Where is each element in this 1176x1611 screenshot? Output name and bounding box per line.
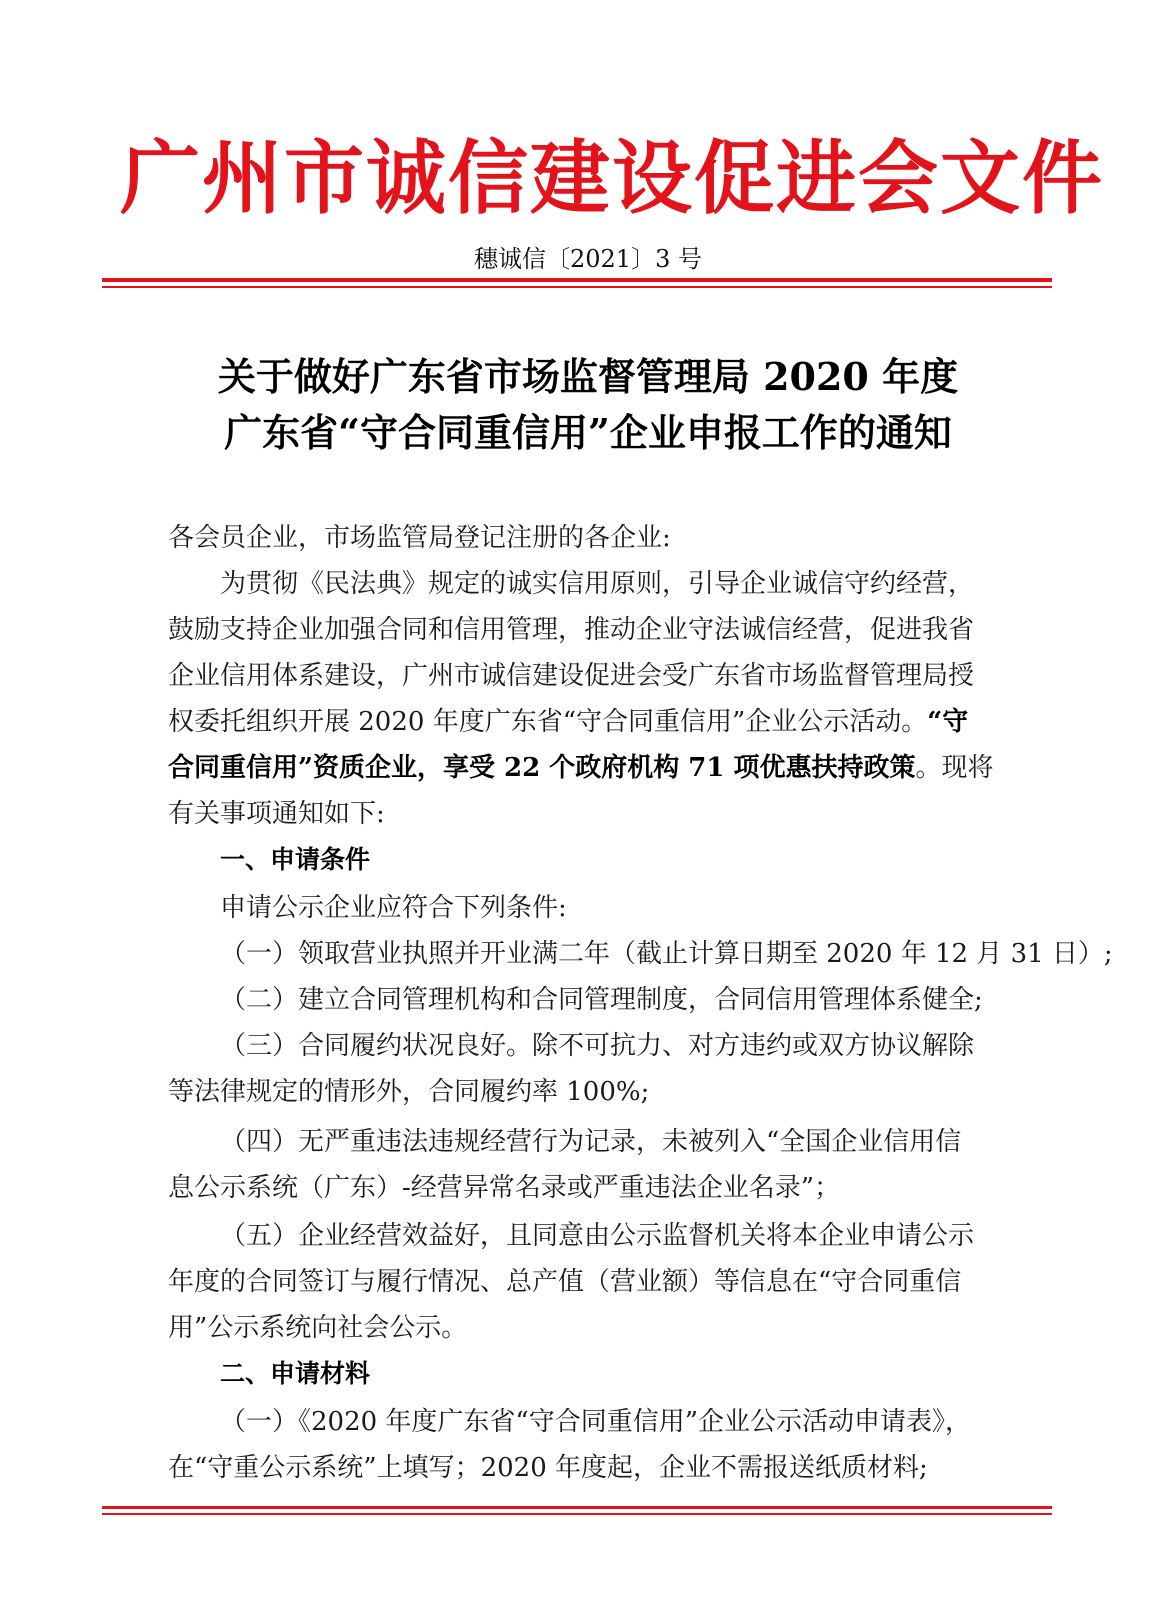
material-item: （一）《2020 年度广东省“守合同重信用”企业公示活动申请表》， bbox=[220, 1407, 972, 1437]
paragraph-line: 企业信用体系建设，广州市诚信建设促进会受广东省市场监督管理局授 bbox=[168, 661, 975, 691]
paragraph-line bbox=[168, 704, 1028, 740]
condition-item-cont: 息公示系统（广东）-经营异常名录或严重违法企业名录”； bbox=[168, 1173, 841, 1203]
material-item-cont: 在“守重公示系统”上填写；2020 年度起，企业不需报送纸质材料; bbox=[168, 1453, 928, 1483]
condition-item: （三）合同履约状况良好。除不可抗力、对方违约或双方协议解除 bbox=[220, 1031, 975, 1061]
header-divider bbox=[102, 278, 1052, 282]
footer-divider bbox=[102, 1506, 1052, 1509]
paragraph-line: 申请公示企业应符合下列条件: bbox=[220, 893, 567, 923]
paragraph-line bbox=[168, 750, 1028, 786]
paragraph-text: 。现将 bbox=[915, 753, 994, 783]
header-divider-thin bbox=[102, 286, 1052, 288]
section-heading-conditions: 一、申请条件 bbox=[220, 845, 371, 874]
section-heading-materials: 二、申请材料 bbox=[220, 1359, 371, 1388]
paragraph-line: 有关事项通知如下: bbox=[168, 799, 385, 829]
condition-item-cont: 等法律规定的情形外，合同履约率 100%; bbox=[168, 1077, 650, 1107]
issuer-title: 广州市诚信建设促进会文件 bbox=[120, 131, 1104, 225]
paragraph-text: 权委托组织开展 2020 年度广东省“守合同重信用”企业公示活动。 bbox=[168, 707, 928, 737]
paragraph-line: 为贯彻《民法典》规定的诚实信用原则，引导企业诚信守约经营， bbox=[220, 569, 975, 599]
condition-item-cont: 年度的合同签订与履行情况、总产值（营业额）等信息在“守合同重信 bbox=[168, 1267, 962, 1297]
document-number: 穗诚信〔2021〕3 号 bbox=[474, 245, 702, 273]
condition-item-cont: 用”公示系统向社会公示。 bbox=[168, 1313, 468, 1343]
footer-divider-thin bbox=[102, 1513, 1052, 1515]
notice-title-line1: 关于做好广东省市场监督管理局 2020 年度 bbox=[217, 354, 959, 399]
paragraph-line: 鼓励支持企业加强合同和信用管理，推动企业守法诚信经营，促进我省 bbox=[168, 615, 975, 645]
notice-title-line2: 广东省“守合同重信用”企业申报工作的通知 bbox=[224, 410, 952, 455]
condition-item: （四）无严重违法违规经营行为记录，未被列入“全国企业信用信 bbox=[220, 1127, 962, 1157]
bold-text: “守 bbox=[927, 707, 969, 737]
condition-item: （五）企业经营效益好，且同意由公示监督机关将本企业申请公示 bbox=[220, 1221, 975, 1251]
bold-text: 合同重信用”资质企业，享受 22 个政府机构 71 项优惠扶持政策 bbox=[168, 753, 916, 783]
condition-item: （二）建立合同管理机构和合同管理制度，合同信用管理体系健全; bbox=[220, 985, 983, 1015]
condition-item: （一）领取营业执照并开业满二年（截止计算日期至 2020 年 12 月 31 日）; bbox=[220, 939, 1113, 969]
salutation: 各会员企业，市场监管局登记注册的各企业: bbox=[168, 523, 671, 553]
